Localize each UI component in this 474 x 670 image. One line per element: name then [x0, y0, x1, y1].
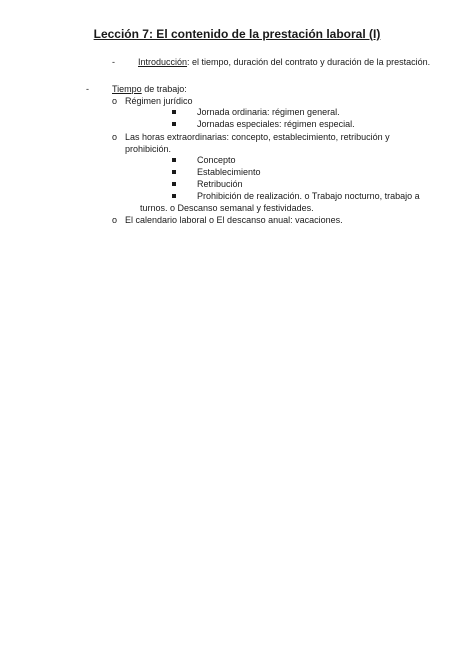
dash-bullet: - — [86, 84, 89, 94]
circle-bullet: o — [112, 132, 118, 142]
regimen-item-1: Jornada ordinaria: régimen general. — [197, 107, 340, 117]
horas-item-2: Establecimiento — [197, 167, 261, 177]
horas-item-1: Concepto — [197, 155, 236, 165]
tiempo-text: de trabajo: — [141, 84, 187, 94]
horas-item-4-continuation: turnos. o Descanso semanal y festividades. — [140, 203, 314, 213]
circle-bullet: o — [112, 215, 118, 225]
tiempo-line — [112, 83, 187, 95]
square-bullet — [172, 158, 176, 162]
intro-text: : el tiempo, duración del contrato y duración de la prestación. — [187, 57, 431, 67]
square-bullet — [172, 122, 176, 126]
dash-bullet: - — [112, 57, 115, 67]
square-bullet — [172, 182, 176, 186]
square-bullet — [172, 110, 176, 114]
regimen-label: Régimen jurídico — [125, 96, 193, 106]
square-bullet — [172, 194, 176, 198]
intro-line — [138, 56, 430, 68]
regimen-item-2: Jornadas especiales: régimen especial. — [197, 119, 355, 129]
intro-term: Introducción — [138, 57, 188, 67]
tiempo-term: Tiempo — [112, 84, 142, 94]
horas-item-4: Prohibición de realización. o Trabajo nocturno, trabajo a — [197, 191, 420, 201]
horas-line-2: prohibición. — [125, 144, 172, 154]
square-bullet — [172, 170, 176, 174]
page-title: Lección 7: El contenido de la prestación laboral (I) — [93, 27, 381, 41]
horas-line-1: Las horas extraordinarias: concepto, establecimiento, retribución y — [125, 132, 390, 142]
horas-item-3: Retribución — [197, 179, 243, 189]
calendario-line: El calendario laboral o El descanso anual: vacaciones. — [125, 215, 343, 225]
circle-bullet: o — [112, 96, 118, 106]
